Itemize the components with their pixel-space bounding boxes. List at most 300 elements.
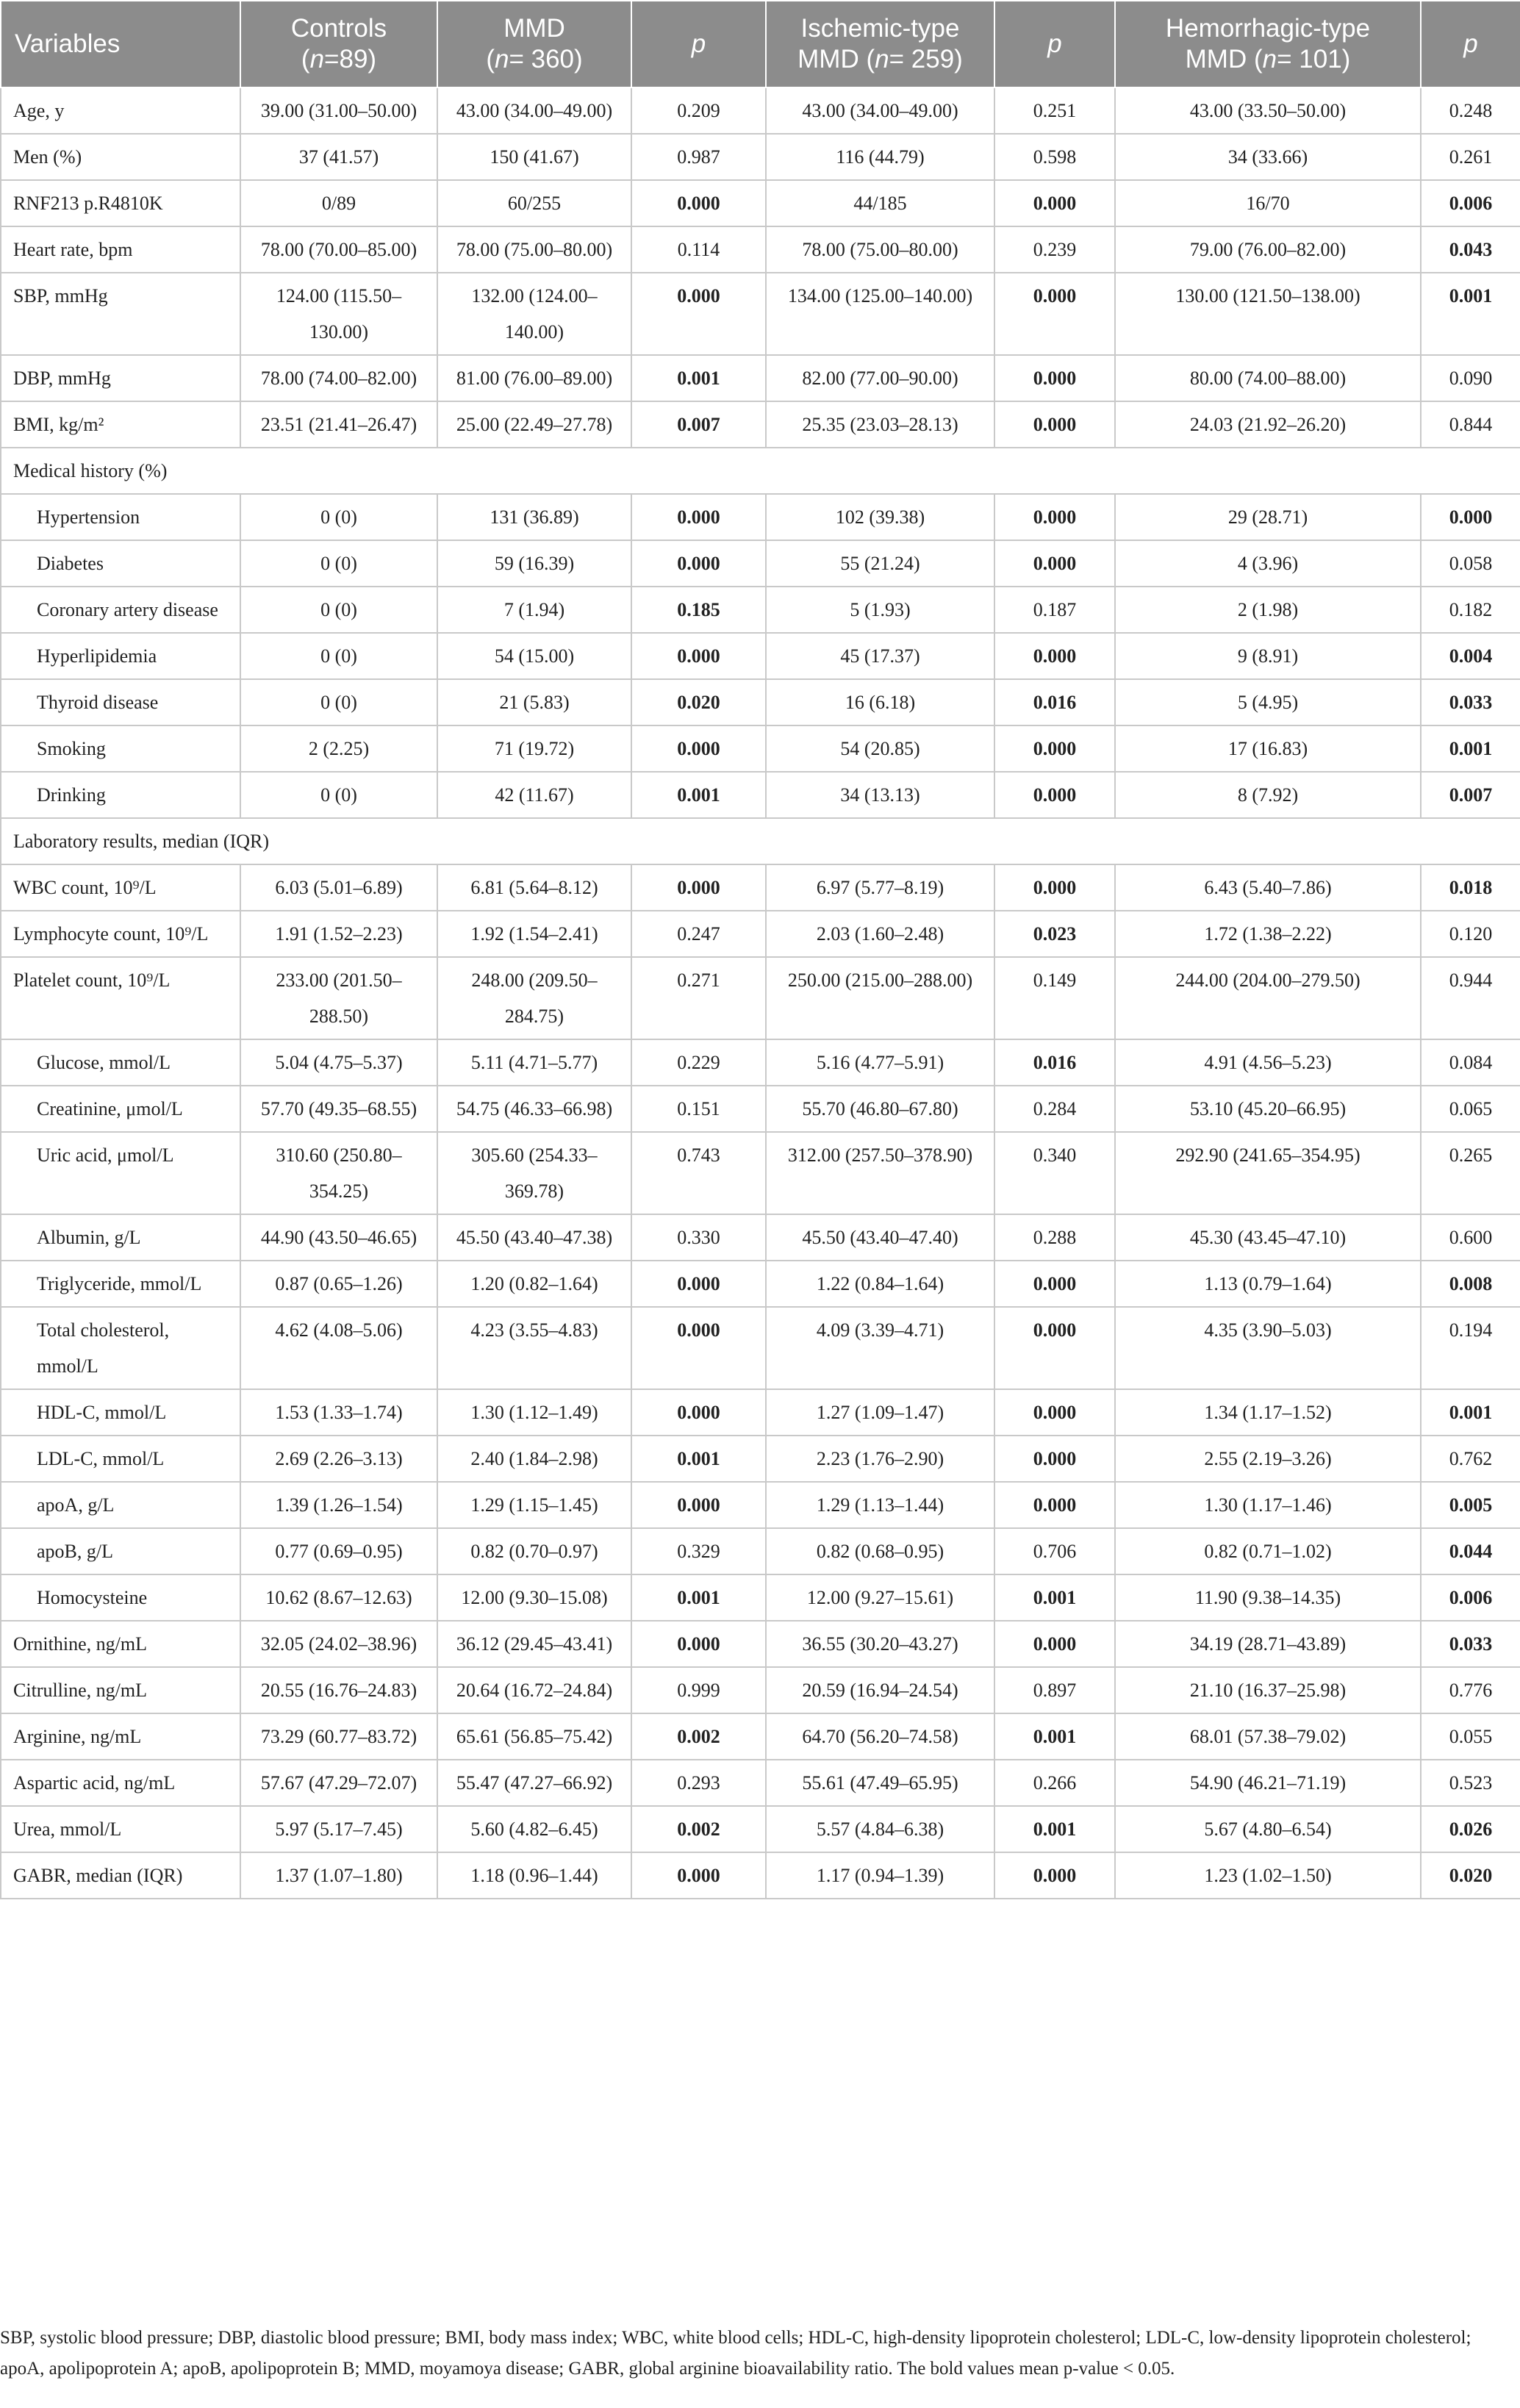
p-ischemic-cell: 0.598: [994, 134, 1115, 180]
ischemic-cell: 82.00 (77.00–90.00): [766, 355, 994, 401]
hemorrhagic-cell: 24.03 (21.92–26.20): [1115, 401, 1421, 448]
p-ischemic-cell: 0.000: [994, 1482, 1115, 1528]
p-mmd-cell: 0.001: [631, 1574, 766, 1621]
variable-cell: Ornithine, ng/mL: [1, 1621, 240, 1667]
p-hemorrhagic-cell: 0.020: [1421, 1852, 1520, 1899]
controls-cell: 57.70 (49.35–68.55): [240, 1086, 437, 1132]
controls-cell: 0 (0): [240, 772, 437, 818]
p-mmd-cell: 0.000: [631, 1261, 766, 1307]
ischemic-cell: 44/185: [766, 180, 994, 226]
table-row: [1, 1760, 1520, 1806]
table-row: [1, 1261, 1520, 1307]
p-mmd-cell: 0.271: [631, 957, 766, 1039]
variable-cell: DBP, mmHg: [1, 355, 240, 401]
ischemic-cell: 12.00 (9.27–15.61): [766, 1574, 994, 1621]
mmd-cell: 12.00 (9.30–15.08): [437, 1574, 631, 1621]
hemorrhagic-cell: 6.43 (5.40–7.86): [1115, 864, 1421, 911]
variable-cell: HDL-C, mmol/L: [1, 1389, 240, 1436]
p-ischemic-cell: 0.000: [994, 1389, 1115, 1436]
ischemic-cell: 34 (13.13): [766, 772, 994, 818]
p-ischemic-cell: 0.000: [994, 1261, 1115, 1307]
ischemic-cell: 1.22 (0.84–1.64): [766, 1261, 994, 1307]
ischemic-cell: 102 (39.38): [766, 494, 994, 540]
variable-cell: Age, y: [1, 87, 240, 134]
p-hemorrhagic-cell: 0.182: [1421, 587, 1520, 633]
variable-cell: Aspartic acid, ng/mL: [1, 1760, 240, 1806]
mmd-cell: 2.40 (1.84–2.98): [437, 1436, 631, 1482]
p-ischemic-cell: 0.000: [994, 725, 1115, 772]
header-ischemic: Ischemic-type MMD (n= 259): [766, 1, 994, 87]
mmd-cell: 59 (16.39): [437, 540, 631, 587]
variable-cell: Urea, mmol/L: [1, 1806, 240, 1852]
controls-cell: 78.00 (70.00–85.00): [240, 226, 437, 273]
variable-cell: Diabetes: [1, 540, 240, 587]
mmd-cell: 1.92 (1.54–2.41): [437, 911, 631, 957]
variable-cell: Arginine, ng/mL: [1, 1713, 240, 1760]
controls-cell: 20.55 (16.76–24.83): [240, 1667, 437, 1713]
p-hemorrhagic-cell: 0.005: [1421, 1482, 1520, 1528]
p-hemorrhagic-cell: 0.194: [1421, 1307, 1520, 1389]
controls-cell: 23.51 (21.41–26.47): [240, 401, 437, 448]
mmd-cell: 7 (1.94): [437, 587, 631, 633]
mmd-cell: 71 (19.72): [437, 725, 631, 772]
variable-cell: SBP, mmHg: [1, 273, 240, 355]
table-row: [1, 1713, 1520, 1760]
mmd-cell: 248.00 (209.50–284.75): [437, 957, 631, 1039]
header-p-mmd: p: [631, 1, 766, 87]
mmd-cell: 78.00 (75.00–80.00): [437, 226, 631, 273]
p-ischemic-cell: 0.706: [994, 1528, 1115, 1574]
ischemic-cell: 134.00 (125.00–140.00): [766, 273, 994, 355]
variable-cell: Uric acid, μmol/L: [1, 1132, 240, 1214]
controls-cell: 1.39 (1.26–1.54): [240, 1482, 437, 1528]
mmd-cell: 5.11 (4.71–5.77): [437, 1039, 631, 1086]
p-ischemic-cell: 0.897: [994, 1667, 1115, 1713]
controls-cell: 2 (2.25): [240, 725, 437, 772]
hemorrhagic-cell: 292.90 (241.65–354.95): [1115, 1132, 1421, 1214]
controls-cell: 44.90 (43.50–46.65): [240, 1214, 437, 1261]
mmd-cell: 54 (15.00): [437, 633, 631, 679]
variable-cell: Drinking: [1, 772, 240, 818]
variable-cell: Hypertension: [1, 494, 240, 540]
hemorrhagic-cell: 1.23 (1.02–1.50): [1115, 1852, 1421, 1899]
p-mmd-cell: 0.000: [631, 540, 766, 587]
hemorrhagic-cell: 1.30 (1.17–1.46): [1115, 1482, 1421, 1528]
controls-cell: 0.77 (0.69–0.95): [240, 1528, 437, 1574]
table-row: [1, 1806, 1520, 1852]
ischemic-cell: 6.97 (5.77–8.19): [766, 864, 994, 911]
variable-cell: GABR, median (IQR): [1, 1852, 240, 1899]
p-ischemic-cell: 0.000: [994, 1307, 1115, 1389]
ischemic-cell: 78.00 (75.00–80.00): [766, 226, 994, 273]
p-hemorrhagic-cell: 0.043: [1421, 226, 1520, 273]
hemorrhagic-cell: 2 (1.98): [1115, 587, 1421, 633]
mmd-cell: 55.47 (47.27–66.92): [437, 1760, 631, 1806]
controls-cell: 0 (0): [240, 494, 437, 540]
table-footnote: SBP, systolic blood pressure; DBP, diastolic blood pressure; BMI, body mass index; WBC, white blood cells; HDL-C, high-density lipoprotein cholesterol; LDL-C, low-density lipoprotein cholesterol; apoA, apolipoprotein A; apoB, apolipoprotein B; MMD, moyamoya disease; GABR, global arginine bioavailability ratio. The bold values mean p-value < 0.05.: [0, 2328, 1471, 2379]
p-mmd-cell: 0.999: [631, 1667, 766, 1713]
p-hemorrhagic-cell: 0.090: [1421, 355, 1520, 401]
hemorrhagic-cell: 17 (16.83): [1115, 725, 1421, 772]
hemorrhagic-cell: 8 (7.92): [1115, 772, 1421, 818]
table-row: [1, 633, 1520, 679]
mmd-cell: 54.75 (46.33–66.98): [437, 1086, 631, 1132]
table-body: [1, 87, 1520, 1899]
p-ischemic-cell: 0.001: [994, 1574, 1115, 1621]
header-hemorrhagic: Hemorrhagic-type MMD (n= 101): [1115, 1, 1421, 87]
mmd-cell: 0.82 (0.70–0.97): [437, 1528, 631, 1574]
controls-cell: 1.37 (1.07–1.80): [240, 1852, 437, 1899]
table-row: [1, 1852, 1520, 1899]
variable-cell: Lymphocyte count, 10⁹/L: [1, 911, 240, 957]
variable-cell: WBC count, 10⁹/L: [1, 864, 240, 911]
variable-cell: Glucose, mmol/L: [1, 1039, 240, 1086]
p-mmd-cell: 0.151: [631, 1086, 766, 1132]
variable-cell: LDL-C, mmol/L: [1, 1436, 240, 1482]
header-row: [1, 1, 1520, 87]
hemorrhagic-cell: 1.34 (1.17–1.52): [1115, 1389, 1421, 1436]
hemorrhagic-cell: 34 (33.66): [1115, 134, 1421, 180]
table-row: [1, 772, 1520, 818]
p-hemorrhagic-cell: 0.055: [1421, 1713, 1520, 1760]
p-ischemic-cell: 0.149: [994, 957, 1115, 1039]
ischemic-cell: 16 (6.18): [766, 679, 994, 725]
ischemic-cell: 64.70 (56.20–74.58): [766, 1713, 994, 1760]
p-hemorrhagic-cell: 0.033: [1421, 1621, 1520, 1667]
mmd-cell: 1.20 (0.82–1.64): [437, 1261, 631, 1307]
controls-cell: 0 (0): [240, 633, 437, 679]
hemorrhagic-cell: 21.10 (16.37–25.98): [1115, 1667, 1421, 1713]
p-ischemic-cell: 0.266: [994, 1760, 1115, 1806]
table-row: [1, 1482, 1520, 1528]
p-ischemic-cell: 0.023: [994, 911, 1115, 957]
table-row: [1, 679, 1520, 725]
p-hemorrhagic-cell: 0.001: [1421, 1389, 1520, 1436]
header-variables: Variables: [1, 1, 240, 87]
p-mmd-cell: 0.743: [631, 1132, 766, 1214]
p-mmd-cell: 0.002: [631, 1806, 766, 1852]
p-ischemic-cell: 0.000: [994, 1621, 1115, 1667]
mmd-cell: 21 (5.83): [437, 679, 631, 725]
variable-cell: apoB, g/L: [1, 1528, 240, 1574]
controls-cell: 73.29 (60.77–83.72): [240, 1713, 437, 1760]
hemorrhagic-cell: 1.72 (1.38–2.22): [1115, 911, 1421, 957]
ischemic-cell: 0.82 (0.68–0.95): [766, 1528, 994, 1574]
controls-cell: 10.62 (8.67–12.63): [240, 1574, 437, 1621]
mmd-cell: 36.12 (29.45–43.41): [437, 1621, 631, 1667]
p-ischemic-cell: 0.000: [994, 355, 1115, 401]
mmd-cell: 131 (36.89): [437, 494, 631, 540]
ischemic-cell: 2.03 (1.60–2.48): [766, 911, 994, 957]
controls-cell: 0 (0): [240, 679, 437, 725]
p-hemorrhagic-cell: 0.600: [1421, 1214, 1520, 1261]
mmd-cell: 65.61 (56.85–75.42): [437, 1713, 631, 1760]
ischemic-cell: 116 (44.79): [766, 134, 994, 180]
p-mmd-cell: 0.020: [631, 679, 766, 725]
variable-cell: Total cholesterol, mmol/L: [1, 1307, 240, 1389]
hemorrhagic-cell: 34.19 (28.71–43.89): [1115, 1621, 1421, 1667]
p-mmd-cell: 0.247: [631, 911, 766, 957]
header-mmd: MMD (n= 360): [437, 1, 631, 87]
table-row: [1, 1528, 1520, 1574]
ischemic-cell: 1.27 (1.09–1.47): [766, 1389, 994, 1436]
p-mmd-cell: 0.209: [631, 87, 766, 134]
p-ischemic-cell: 0.000: [994, 772, 1115, 818]
p-hemorrhagic-cell: 0.120: [1421, 911, 1520, 957]
p-mmd-cell: 0.000: [631, 1389, 766, 1436]
mmd-cell: 25.00 (22.49–27.78): [437, 401, 631, 448]
controls-cell: 1.91 (1.52–2.23): [240, 911, 437, 957]
p-mmd-cell: 0.000: [631, 1852, 766, 1899]
table-row: [1, 1667, 1520, 1713]
controls-cell: 32.05 (24.02–38.96): [240, 1621, 437, 1667]
controls-cell: 4.62 (4.08–5.06): [240, 1307, 437, 1389]
p-ischemic-cell: 0.001: [994, 1806, 1115, 1852]
p-hemorrhagic-cell: 0.008: [1421, 1261, 1520, 1307]
mmd-cell: 4.23 (3.55–4.83): [437, 1307, 631, 1389]
hemorrhagic-cell: 79.00 (76.00–82.00): [1115, 226, 1421, 273]
table-row: [1, 1574, 1520, 1621]
p-hemorrhagic-cell: 0.033: [1421, 679, 1520, 725]
p-mmd-cell: 0.001: [631, 1436, 766, 1482]
p-hemorrhagic-cell: 0.248: [1421, 87, 1520, 134]
ischemic-cell: 312.00 (257.50–378.90): [766, 1132, 994, 1214]
hemorrhagic-cell: 0.82 (0.71–1.02): [1115, 1528, 1421, 1574]
p-ischemic-cell: 0.000: [994, 1852, 1115, 1899]
mmd-cell: 1.30 (1.12–1.49): [437, 1389, 631, 1436]
ischemic-cell: 5.16 (4.77–5.91): [766, 1039, 994, 1086]
table-row: [1, 355, 1520, 401]
p-hemorrhagic-cell: 0.065: [1421, 1086, 1520, 1132]
hemorrhagic-cell: 4.91 (4.56–5.23): [1115, 1039, 1421, 1086]
table-row: [1, 1214, 1520, 1261]
ischemic-cell: 43.00 (34.00–49.00): [766, 87, 994, 134]
variable-cell: Coronary artery disease: [1, 587, 240, 633]
p-hemorrhagic-cell: 0.776: [1421, 1667, 1520, 1713]
section-label: Medical history (%): [1, 448, 1520, 494]
hemorrhagic-cell: 54.90 (46.21–71.19): [1115, 1760, 1421, 1806]
p-ischemic-cell: 0.016: [994, 1039, 1115, 1086]
hemorrhagic-cell: 9 (8.91): [1115, 633, 1421, 679]
p-ischemic-cell: 0.239: [994, 226, 1115, 273]
p-mmd-cell: 0.000: [631, 633, 766, 679]
table-row: [1, 1621, 1520, 1667]
section-label: Laboratory results, median (IQR): [1, 818, 1520, 864]
hemorrhagic-cell: 244.00 (204.00–279.50): [1115, 957, 1421, 1039]
p-mmd-cell: 0.000: [631, 1482, 766, 1528]
p-hemorrhagic-cell: 0.004: [1421, 633, 1520, 679]
controls-cell: 57.67 (47.29–72.07): [240, 1760, 437, 1806]
hemorrhagic-cell: 29 (28.71): [1115, 494, 1421, 540]
table-row: [1, 494, 1520, 540]
ischemic-cell: 5.57 (4.84–6.38): [766, 1806, 994, 1852]
hemorrhagic-cell: 45.30 (43.45–47.10): [1115, 1214, 1421, 1261]
p-mmd-cell: 0.329: [631, 1528, 766, 1574]
p-ischemic-cell: 0.284: [994, 1086, 1115, 1132]
p-hemorrhagic-cell: 0.044: [1421, 1528, 1520, 1574]
table-row: [1, 1436, 1520, 1482]
controls-cell: 310.60 (250.80–354.25): [240, 1132, 437, 1214]
p-ischemic-cell: 0.016: [994, 679, 1115, 725]
mmd-cell: 20.64 (16.72–24.84): [437, 1667, 631, 1713]
controls-cell: 124.00 (115.50–130.00): [240, 273, 437, 355]
variable-cell: apoA, g/L: [1, 1482, 240, 1528]
table-row: [1, 957, 1520, 1039]
p-mmd-cell: 0.001: [631, 772, 766, 818]
variable-cell: Citrulline, ng/mL: [1, 1667, 240, 1713]
controls-cell: 6.03 (5.01–6.89): [240, 864, 437, 911]
p-mmd-cell: 0.007: [631, 401, 766, 448]
ischemic-cell: 2.23 (1.76–2.90): [766, 1436, 994, 1482]
mmd-cell: 150 (41.67): [437, 134, 631, 180]
table-row: [1, 226, 1520, 273]
ischemic-cell: 36.55 (30.20–43.27): [766, 1621, 994, 1667]
ischemic-cell: 55 (21.24): [766, 540, 994, 587]
controls-cell: 233.00 (201.50–288.50): [240, 957, 437, 1039]
ischemic-cell: 45 (17.37): [766, 633, 994, 679]
header-p-ischemic: p: [994, 1, 1115, 87]
p-hemorrhagic-cell: 0.018: [1421, 864, 1520, 911]
controls-cell: 0/89: [240, 180, 437, 226]
controls-cell: 0 (0): [240, 540, 437, 587]
ischemic-cell: 45.50 (43.40–47.40): [766, 1214, 994, 1261]
table-row: [1, 540, 1520, 587]
hemorrhagic-cell: 5 (4.95): [1115, 679, 1421, 725]
p-mmd-cell: 0.000: [631, 1307, 766, 1389]
hemorrhagic-cell: 68.01 (57.38–79.02): [1115, 1713, 1421, 1760]
p-mmd-cell: 0.000: [631, 273, 766, 355]
table-row: [1, 587, 1520, 633]
variable-cell: Heart rate, bpm: [1, 226, 240, 273]
p-mmd-cell: 0.330: [631, 1214, 766, 1261]
controls-cell: 78.00 (74.00–82.00): [240, 355, 437, 401]
ischemic-cell: 55.61 (47.49–65.95): [766, 1760, 994, 1806]
hemorrhagic-cell: 2.55 (2.19–3.26): [1115, 1436, 1421, 1482]
table-row: [1, 1307, 1520, 1389]
variable-cell: Albumin, g/L: [1, 1214, 240, 1261]
ischemic-cell: 5 (1.93): [766, 587, 994, 633]
p-hemorrhagic-cell: 0.006: [1421, 1574, 1520, 1621]
p-ischemic-cell: 0.000: [994, 864, 1115, 911]
controls-cell: 5.04 (4.75–5.37): [240, 1039, 437, 1086]
p-ischemic-cell: 0.000: [994, 494, 1115, 540]
table-row: [1, 87, 1520, 134]
p-ischemic-cell: 0.340: [994, 1132, 1115, 1214]
controls-cell: 0.87 (0.65–1.26): [240, 1261, 437, 1307]
variable-cell: Triglyceride, mmol/L: [1, 1261, 240, 1307]
p-mmd-cell: 0.114: [631, 226, 766, 273]
p-mmd-cell: 0.000: [631, 1621, 766, 1667]
table-row: [1, 134, 1520, 180]
p-hemorrhagic-cell: 0.001: [1421, 725, 1520, 772]
table-row: [1, 1039, 1520, 1086]
p-hemorrhagic-cell: 0.000: [1421, 494, 1520, 540]
table-row: [1, 1086, 1520, 1132]
controls-cell: 5.97 (5.17–7.45): [240, 1806, 437, 1852]
ischemic-cell: 1.29 (1.13–1.44): [766, 1482, 994, 1528]
hemorrhagic-cell: 4 (3.96): [1115, 540, 1421, 587]
header-p-hemorrhagic: p: [1421, 1, 1520, 87]
controls-cell: 0 (0): [240, 587, 437, 633]
mmd-cell: 42 (11.67): [437, 772, 631, 818]
controls-cell: 39.00 (31.00–50.00): [240, 87, 437, 134]
variable-cell: Smoking: [1, 725, 240, 772]
p-ischemic-cell: 0.000: [994, 540, 1115, 587]
ischemic-cell: 54 (20.85): [766, 725, 994, 772]
p-ischemic-cell: 0.000: [994, 401, 1115, 448]
p-mmd-cell: 0.293: [631, 1760, 766, 1806]
variable-cell: Creatinine, μmol/L: [1, 1086, 240, 1132]
hemorrhagic-cell: 16/70: [1115, 180, 1421, 226]
mmd-cell: 45.50 (43.40–47.38): [437, 1214, 631, 1261]
table-row: [1, 180, 1520, 226]
p-hemorrhagic-cell: 0.944: [1421, 957, 1520, 1039]
p-hemorrhagic-cell: 0.265: [1421, 1132, 1520, 1214]
p-mmd-cell: 0.001: [631, 355, 766, 401]
mmd-cell: 1.18 (0.96–1.44): [437, 1852, 631, 1899]
table-row: [1, 401, 1520, 448]
section-row: [1, 448, 1520, 494]
p-ischemic-cell: 0.000: [994, 273, 1115, 355]
hemorrhagic-cell: 4.35 (3.90–5.03): [1115, 1307, 1421, 1389]
p-ischemic-cell: 0.251: [994, 87, 1115, 134]
ischemic-cell: 20.59 (16.94–24.54): [766, 1667, 994, 1713]
hemorrhagic-cell: 5.67 (4.80–6.54): [1115, 1806, 1421, 1852]
p-mmd-cell: 0.002: [631, 1713, 766, 1760]
p-mmd-cell: 0.987: [631, 134, 766, 180]
p-ischemic-cell: 0.288: [994, 1214, 1115, 1261]
p-hemorrhagic-cell: 0.762: [1421, 1436, 1520, 1482]
variable-cell: Homocysteine: [1, 1574, 240, 1621]
table-row: [1, 864, 1520, 911]
variable-cell: Platelet count, 10⁹/L: [1, 957, 240, 1039]
section-row: [1, 818, 1520, 864]
mmd-cell: 6.81 (5.64–8.12): [437, 864, 631, 911]
hemorrhagic-cell: 80.00 (74.00–88.00): [1115, 355, 1421, 401]
mmd-cell: 5.60 (4.82–6.45): [437, 1806, 631, 1852]
ischemic-cell: 1.17 (0.94–1.39): [766, 1852, 994, 1899]
p-ischemic-cell: 0.000: [994, 180, 1115, 226]
p-hemorrhagic-cell: 0.523: [1421, 1760, 1520, 1806]
p-ischemic-cell: 0.000: [994, 1436, 1115, 1482]
mmd-cell: 132.00 (124.00–140.00): [437, 273, 631, 355]
p-mmd-cell: 0.229: [631, 1039, 766, 1086]
variable-cell: Thyroid disease: [1, 679, 240, 725]
mmd-cell: 1.29 (1.15–1.45): [437, 1482, 631, 1528]
table-row: [1, 911, 1520, 957]
hemorrhagic-cell: 11.90 (9.38–14.35): [1115, 1574, 1421, 1621]
table-row: [1, 1132, 1520, 1214]
p-hemorrhagic-cell: 0.026: [1421, 1806, 1520, 1852]
p-hemorrhagic-cell: 0.261: [1421, 134, 1520, 180]
controls-cell: 1.53 (1.33–1.74): [240, 1389, 437, 1436]
mmd-cell: 60/255: [437, 180, 631, 226]
controls-cell: 37 (41.57): [240, 134, 437, 180]
ischemic-cell: 4.09 (3.39–4.71): [766, 1307, 994, 1389]
p-mmd-cell: 0.000: [631, 864, 766, 911]
variable-cell: Hyperlipidemia: [1, 633, 240, 679]
p-mmd-cell: 0.000: [631, 725, 766, 772]
table-row: [1, 725, 1520, 772]
header-controls: Controls (n=89): [240, 1, 437, 87]
hemorrhagic-cell: 53.10 (45.20–66.95): [1115, 1086, 1421, 1132]
variable-cell: Men (%): [1, 134, 240, 180]
variable-cell: RNF213 p.R4810K: [1, 180, 240, 226]
mmd-cell: 81.00 (76.00–89.00): [437, 355, 631, 401]
hemorrhagic-cell: 1.13 (0.79–1.64): [1115, 1261, 1421, 1307]
p-ischemic-cell: 0.187: [994, 587, 1115, 633]
table-row: [1, 273, 1520, 355]
